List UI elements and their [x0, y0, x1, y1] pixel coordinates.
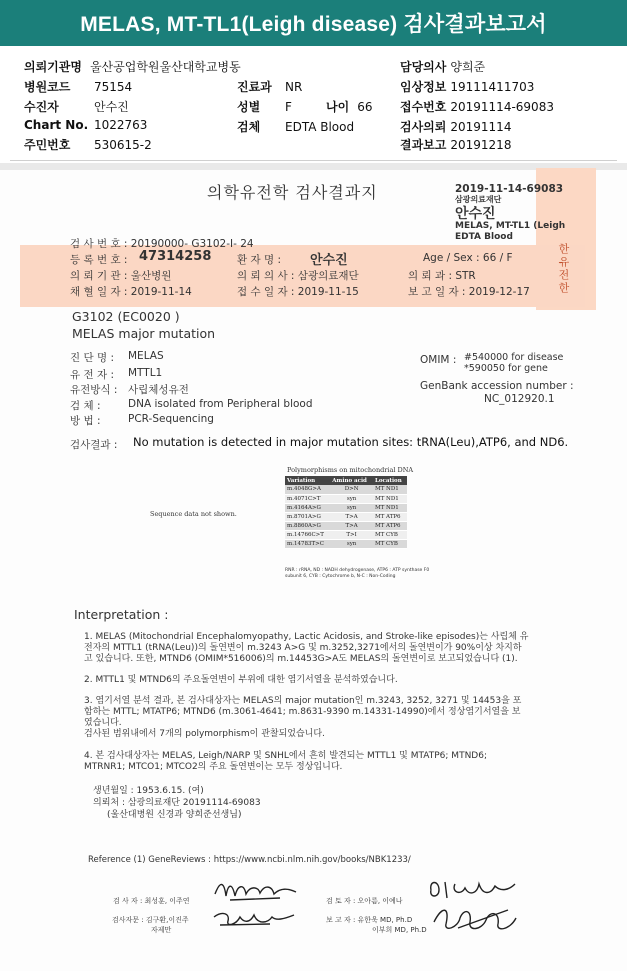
genbank-label: GenBank accession number :: [420, 380, 574, 392]
patient-big: 안수진: [455, 206, 496, 222]
referrer: 의뢰처 : 삼광의료재단 20191114-69083: [93, 798, 261, 808]
age-sex: Age / Sex : 66 / F: [423, 252, 513, 264]
rrn-label: 주민번호: [24, 138, 71, 152]
interp-p3-line2: 함하는 MTTL; MTATP6; MTND6 (m.3061-4641; m.8631-9390 m.14331-14990)에서 정상염기서열을 보: [84, 707, 521, 717]
result-label: 검사결과 :: [70, 439, 118, 451]
advisor-signature-icon: [210, 905, 300, 933]
method-label: 방 법 :: [70, 415, 101, 427]
variation-cell: m.8860A>G: [285, 521, 330, 530]
location-cell: MT ND1: [373, 503, 407, 512]
result-date-label: 결과보고: [400, 138, 447, 152]
hospital-label: 의뢰기관명: [24, 60, 82, 74]
result-value: No mutation is detected in major mutation sites: tRNA(Leu),ATP6, and ND6.: [133, 435, 569, 449]
location-cell: MT ATP6: [373, 512, 407, 521]
table-row: [285, 539, 407, 548]
exam-no: 검 사 번 호 : 20190000- G3102-I- 24: [70, 238, 254, 250]
test-name-1: MELAS, MT-TL1 (Leigh: [455, 221, 566, 231]
variation-cell: m.4164A>G: [285, 503, 330, 512]
referrer-detail: (울산대병원 신경과 양희준선생님): [107, 810, 242, 820]
age-row: [326, 98, 372, 115]
variation-cell: m.4071C>T: [285, 494, 330, 503]
chart-value: 1022763: [94, 118, 148, 132]
interp-p3-line1: 3. 염기서열 분석 결과, 본 검사대상자는 MELAS의 major mutation인 m.3243, 3252, 3271 및 14453을 포: [84, 696, 522, 706]
variation-cell: m.4048G>A: [285, 485, 330, 494]
interp-title: Interpretation :: [74, 607, 169, 622]
report-title: MELAS, MT-TL1(Leigh disease) 검사결과보고서: [0, 0, 627, 46]
seq-note: Sequence data not shown.: [150, 510, 237, 518]
header-divider: [10, 160, 617, 161]
patient-label: 수진자: [24, 100, 59, 114]
interp-p1-line2: 전자의 MTTL1 (tRNA(Leu))의 돌연변이 m.3243 A>G 및 m.3252,3271에서의 돌연변이가 90%이상 차지하: [84, 643, 522, 653]
doctor-label: 담당의사: [400, 60, 447, 74]
sex-label: 성별: [237, 100, 261, 114]
sex-value: F: [285, 100, 292, 114]
spec-label: 검 체 :: [70, 400, 101, 412]
reg-label: 등 록 번 호 :: [70, 254, 128, 266]
code-value: 75154: [94, 80, 133, 94]
poly-footnote-1: RNR : rRNA, ND : NADH dehydrogenase, ATP6 : ATP synthase F0: [285, 568, 430, 573]
location-cell: MT ATP6: [373, 521, 407, 530]
table-row: [285, 530, 407, 539]
poly-col-variation: Variation: [285, 476, 330, 485]
sex-row: [237, 98, 292, 115]
omim-disease: #540000 for disease: [464, 352, 564, 363]
interp-p1-line3: 고 있습니다. 또한, MTND6 (OMIM*516006)의 m.14453G>A도 MELAS의 돌연변이로 보고되었습니다 (1).: [84, 654, 518, 664]
interp-p4-line2: MTRNR1; MTCO1; MTCO2의 주요 돌연변이는 모두 정상입니다.: [84, 762, 343, 772]
code-label: 병원코드: [24, 80, 71, 94]
doctor-row: [400, 58, 485, 75]
report-date: 보 고 일 자 : 2019-12-17: [408, 286, 530, 298]
rrn-value: 530615-2: [94, 138, 152, 152]
code-row: [24, 78, 132, 95]
amino-cell: syn: [330, 539, 373, 548]
request-label: 검사의뢰: [400, 120, 447, 134]
reviewer-label: 검 토 자 : 오아름, 이예나: [326, 897, 403, 905]
accession-value: 20191114-69083: [450, 100, 554, 114]
location-cell: MT ND1: [373, 494, 407, 503]
omim-label: OMIM :: [420, 354, 457, 366]
table-row: [285, 512, 407, 521]
chart-label: Chart No.: [24, 118, 89, 132]
reg-no: 47314258: [139, 249, 212, 264]
variation-cell: m.8701A>G: [285, 512, 330, 521]
hospital-row: [24, 58, 241, 75]
side-stamp-text: 한유전한: [557, 243, 570, 295]
amino-cell: T>A: [330, 521, 373, 530]
reporter-signature-icon: [428, 902, 523, 936]
patient-name-label: 환 자 명 :: [237, 254, 281, 266]
location-cell: MT CYB: [373, 539, 407, 548]
reference: Reference (1) GeneReviews : https://www.ncbi.nlm.nih.gov/books/NBK1233/: [88, 855, 411, 865]
poly-col-location: Location: [373, 476, 407, 485]
request-value: 20191114: [450, 120, 512, 134]
age-value: 66: [357, 100, 373, 114]
dept-row: [237, 78, 302, 95]
examiner-label: 검 사 자 : 최성훈, 이주연: [113, 897, 190, 905]
request-row: [400, 118, 511, 135]
reporter-sub: 이부희 MD, Ph.D: [372, 926, 427, 934]
referring-dept: 의 뢰 과 : STR: [408, 270, 476, 282]
scan-top-edge: [0, 163, 627, 170]
table-row: [285, 485, 407, 494]
amino-cell: syn: [330, 494, 373, 503]
doc-title: 의학유전학 검사결과지: [207, 183, 378, 202]
inherit-value: 사립체성유전: [128, 384, 189, 396]
test-code: G3102 (EC0020 ): [72, 309, 180, 324]
test-title: MELAS major mutation: [72, 326, 216, 341]
dept-value: NR: [285, 80, 303, 94]
test-name-2: EDTA Blood: [455, 232, 513, 242]
interp-p2-line1: 2. MTTL1 및 MTND6의 주요돌연변이 부위에 대한 염기서열을 분석하였습니다.: [84, 675, 398, 685]
result-date-value: 20191218: [450, 138, 512, 152]
patient-row: [24, 98, 129, 115]
result-date-row: [400, 136, 511, 153]
location-cell: MT ND1: [373, 485, 407, 494]
lab-name: 삼광의료재단: [455, 195, 502, 204]
location-cell: MT CYB: [373, 530, 407, 539]
poly-title: Polymorphisms on mitochondrial DNA: [287, 466, 414, 474]
poly-header-row: [285, 476, 407, 485]
accession-row: [400, 98, 554, 115]
interp-p4-line1: 4. 본 검사대상자는 MELAS, Leigh/NARP 및 SNHL에서 흔히 발견되는 MTTL1 및 MTATP6; MTND6;: [84, 751, 487, 761]
institution: 의 뢰 기 관 : 울산병원: [70, 270, 172, 282]
poly-footnote-2: subunit 6, CYB : Cytochrome b, N-C : Non-Coding: [285, 574, 396, 579]
poly-table: [285, 476, 407, 549]
inherit-label: 유전방식 :: [70, 384, 118, 396]
dx-value: MELAS: [128, 350, 164, 362]
table-row: [285, 503, 407, 512]
interp-p1-line1: 1. MELAS (Mitochondrial Encephalomyopathy, Lactic Acidosis, and Stroke-like episodes)는 사립체 유: [84, 632, 529, 642]
accession-label: 접수번호: [400, 100, 447, 114]
table-row: [285, 521, 407, 530]
method-value: PCR-Sequencing: [128, 413, 214, 425]
dept-label: 진료과: [237, 80, 272, 94]
amino-cell: T>A: [330, 512, 373, 521]
examiner-signature-icon: [210, 876, 300, 906]
advisor-sub: 자제만: [151, 926, 172, 934]
draw-date: 채 혈 일 자 : 2019-11-14: [70, 286, 192, 298]
specimen-row: [237, 118, 354, 135]
dx-label: 진 단 명 :: [70, 352, 114, 364]
rrn-row: [24, 136, 152, 153]
age-label: 나이: [326, 100, 350, 114]
birth-date: 생년월일 : 1953.6.15. (여): [93, 786, 204, 796]
variation-cell: m.14783T>C: [285, 539, 330, 548]
poly-col-amino: Amino acid: [330, 476, 373, 485]
variation-cell: m.14766C>T: [285, 530, 330, 539]
clinical-row: [400, 78, 534, 95]
id-line: 2019-11-14-69083: [455, 183, 564, 195]
specimen-label: 검체: [237, 120, 261, 134]
reporter-label: 보 고 자 : 유한욱 MD, Ph.D: [326, 916, 413, 924]
specimen-value: EDTA Blood: [285, 120, 355, 134]
referring-doctor: 의 뢰 의 사 : 삼광의료재단: [237, 270, 359, 282]
amino-cell: T>I: [330, 530, 373, 539]
amino-cell: syn: [330, 503, 373, 512]
amino-cell: D>N: [330, 485, 373, 494]
doctor-value: 양희준: [450, 60, 486, 74]
patient-name: 안수진: [310, 253, 348, 268]
clinical-label: 임상정보: [400, 80, 447, 94]
interp-p3-line4: 검사된 범위내에서 7개의 polymorphism이 관찰되었습니다.: [84, 729, 325, 739]
advisor-label: 검사자문 : 김구환,이진주: [112, 916, 189, 924]
spec-value: DNA isolated from Peripheral blood: [128, 398, 313, 410]
genbank-value: NC_012920.1: [484, 393, 555, 405]
patient-value: 안수진: [94, 100, 129, 114]
hospital-value: 울산공업학원울산대학교병동: [89, 60, 241, 74]
clinical-value: 19111411703: [450, 80, 535, 94]
gene-value: MTTL1: [128, 367, 163, 379]
table-row: [285, 494, 407, 503]
omim-gene: *590050 for gene: [464, 363, 548, 374]
interp-p3-line3: 였습니다.: [84, 718, 122, 728]
gene-label: 유 전 자 :: [70, 369, 114, 381]
receipt-date: 접 수 일 자 : 2019-11-15: [237, 286, 359, 298]
chart-row: [24, 118, 147, 132]
